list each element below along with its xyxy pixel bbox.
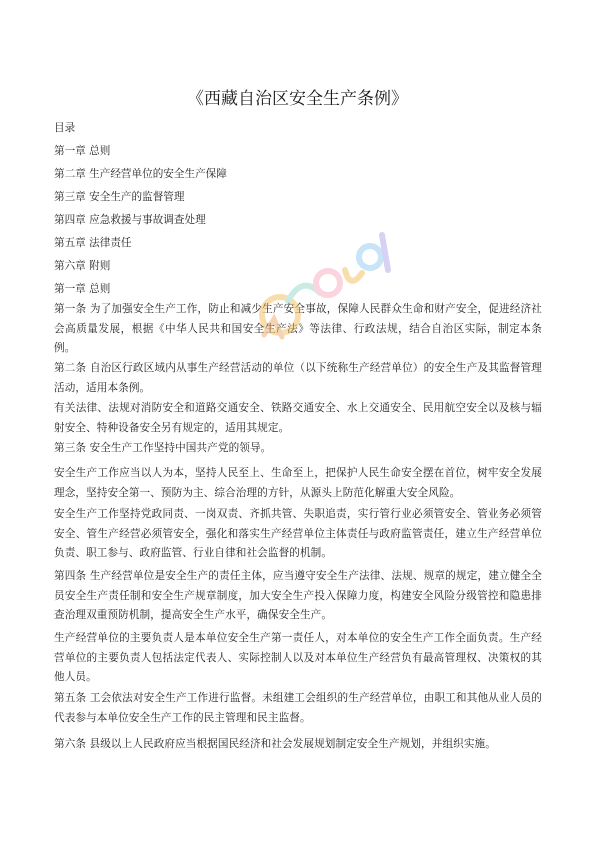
toc-item: 第二章 生产经营单位的安全生产保障 xyxy=(54,168,227,180)
article-paragraph: 第一条 为了加强安全生产工作，防止和减少生产安全事故，保障人民群众生命和财产安全，促进经济社会高质量发展，根据《中华人民共和国安全生产法》等法律、行政法规，结合自治区实际，制定本条例。 xyxy=(54,303,542,354)
article-paragraph: 安全生产工作应当以人为本，坚持人民至上、生命至上，把保护人民生命安全摆在首位，树牢安全发展理念，坚持安全第一、预防为主、综合治理的方针，从源头上防范化解重大安全风险。 xyxy=(54,467,542,499)
toc-item: 第六章 附则 xyxy=(54,260,111,272)
article-paragraph: 安全生产工作坚持党政同责、一岗双责、齐抓共管、失职追责，实行管行业必须管安全、管业务必须管安全、管生产经营必须管安全，强化和落实生产经营单位主体责任与政府监管责任，建立生产经营单位负责、职工参与、政府监管、行业自律和社会监督的机制。 xyxy=(54,508,542,559)
article-paragraph: 第二条 自治区行政区域内从事生产经营活动的单位（以下统称生产经营单位）的安全生产及其监督管理活动，适用本条例。 xyxy=(54,362,542,394)
toc-item: 第一章 总则 xyxy=(54,145,111,157)
chapter-heading: 第一章 总则 xyxy=(54,283,111,295)
document-title: 《西藏自治区安全生产条例》 xyxy=(187,89,408,109)
article-paragraph: 第三条 安全生产工作坚持中国共产党的领导。 xyxy=(54,442,272,454)
toc-item: 第三章 安全生产的监督管理 xyxy=(54,191,185,203)
article-paragraph: 第五条 工会依法对安全生产工作进行监督。未组建工会组织的生产经营单位，由职工和其他从业人员的代表参与本单位安全生产工作的民主管理和民主监督。 xyxy=(54,692,542,724)
toc-item: 第四章 应急救援与事故调查处理 xyxy=(54,214,206,226)
toc-item: 第五章 法律责任 xyxy=(54,237,132,249)
article-paragraph: 生产经营单位的主要负责人是本单位安全生产第一责任人，对本单位的安全生产工作全面负责。生产经营单位的主要负责人包括法定代表人、实际控制人以及对本单位生产经营负有最高管理权、决策权的其他人员。 xyxy=(54,632,542,683)
toc-heading: 目录 xyxy=(54,122,76,134)
article-paragraph: 第六条 县级以上人民政府应当根据国民经济和社会发展规划制定安全生产规划，并组织实施。 xyxy=(54,738,496,750)
article-paragraph: 第四条 生产经营单位是安全生产的责任主体，应当遵守安全生产法律、法规、规章的规定，建立健全全员安全生产责任制和安全生产规章制度，加大安全生产投入保障力度，构建安全风险分级管控和隐患排查治理双重预防机制，提高安全生产水平，确保安全生产。 xyxy=(54,570,542,621)
article-paragraph: 有关法律、法规对消防安全和道路交通安全、铁路交通安全、水上交通安全、民用航空安全以及核与辐射安全、特种设备安全另有规定的，适用其规定。 xyxy=(54,402,542,434)
